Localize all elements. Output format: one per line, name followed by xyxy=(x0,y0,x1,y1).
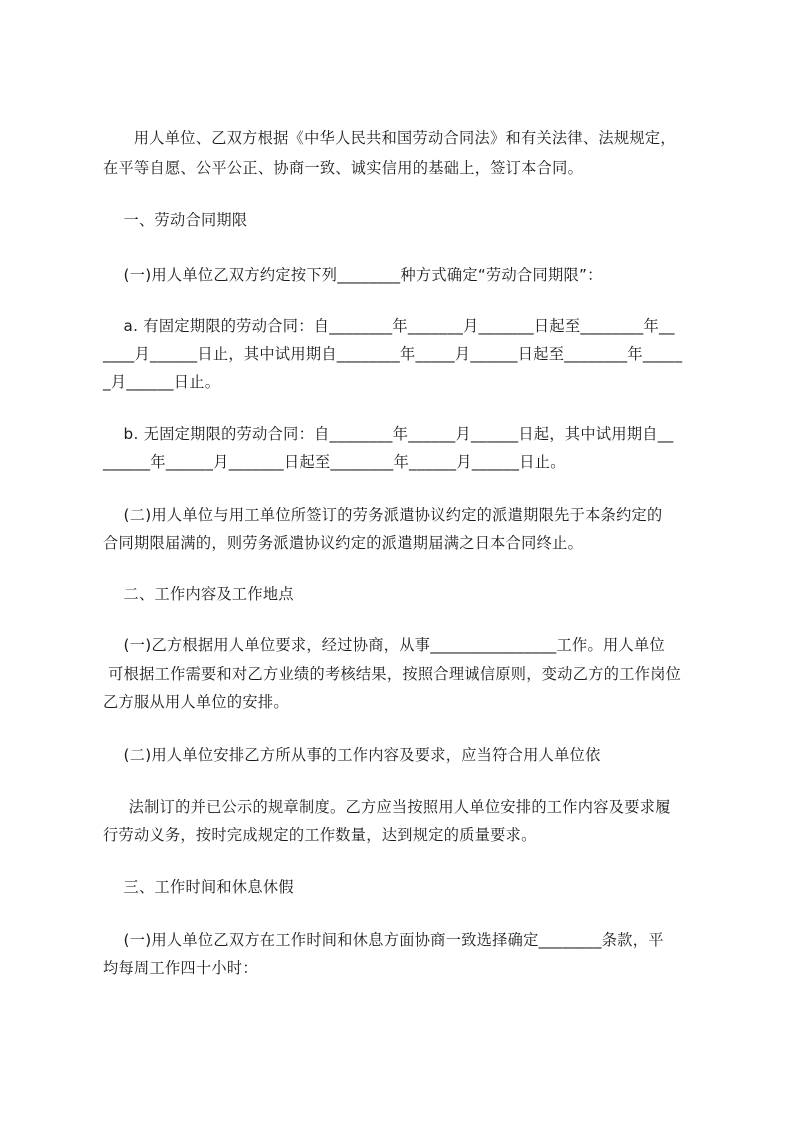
text-line: b. 无固定期限的劳动合同：自________年______月______日起，其中试用期自__ xyxy=(103,425,674,443)
text-line: a. 有固定期限的劳动合同：自________年_______月_______日起至________年__ xyxy=(103,317,675,335)
text-line: _月______日止。 xyxy=(103,373,221,391)
text-line: ____月______日止，其中试用期自________年_____月______日起至________年_____ xyxy=(103,345,683,363)
text-line: (二)用人单位与用工单位所签订的劳务派遣协议约定的派遣期限先于本条约定的 xyxy=(103,506,663,524)
text-line: (一)用人单位乙双方约定按下列________种方式确定“劳动合同期限”： xyxy=(103,266,603,284)
text-line: 乙方服从用人单位的安排。 xyxy=(103,693,289,711)
text-line: (二)用人单位安排乙方所从事的工作内容及要求，应当符合用人单位依 xyxy=(103,746,601,764)
text-line: 行劳动义务，按时完成规定的工作数量，达到规定的质量要求。 xyxy=(103,826,537,844)
text-line: 可根据工作需要和对乙方业绩的考核结果，按照合理诚信原则，变动乙方的工作岗位 xyxy=(103,665,682,683)
section-heading: 三、工作时间和休息休假 xyxy=(103,878,294,896)
section-heading: 二、工作内容及工作地点 xyxy=(103,585,294,603)
text-line: 合同期限届满的，则劳务派遣协议约定的派遣期届满之日本合同终止。 xyxy=(103,534,584,552)
text-line: ______年______月_______日起至________年______月______日止。 xyxy=(103,453,566,471)
text-line: 均每周工作四十小时： xyxy=(103,959,258,977)
text-line: (一)乙方根据用人单位要求，经过协商，从事________________工作。用人单位 xyxy=(103,636,665,654)
text-line: 在平等自愿、公平公正、协商一致、诚实信用的基础上，签订本合同。 xyxy=(103,159,584,177)
text-line: 法制订的并已公示的规章制度。乙方应当按照用人单位安排的工作内容及要求履 xyxy=(103,798,671,816)
text-line: 用人单位、乙双方根据《中华人民共和国劳动合同法》和有关法律、法规规定， xyxy=(103,129,676,147)
section-heading: 一、劳动合同期限 xyxy=(103,211,248,229)
text-line: (一)用人单位乙双方在工作时间和休息方面协商一致选择确定________条款，平 xyxy=(103,931,664,949)
